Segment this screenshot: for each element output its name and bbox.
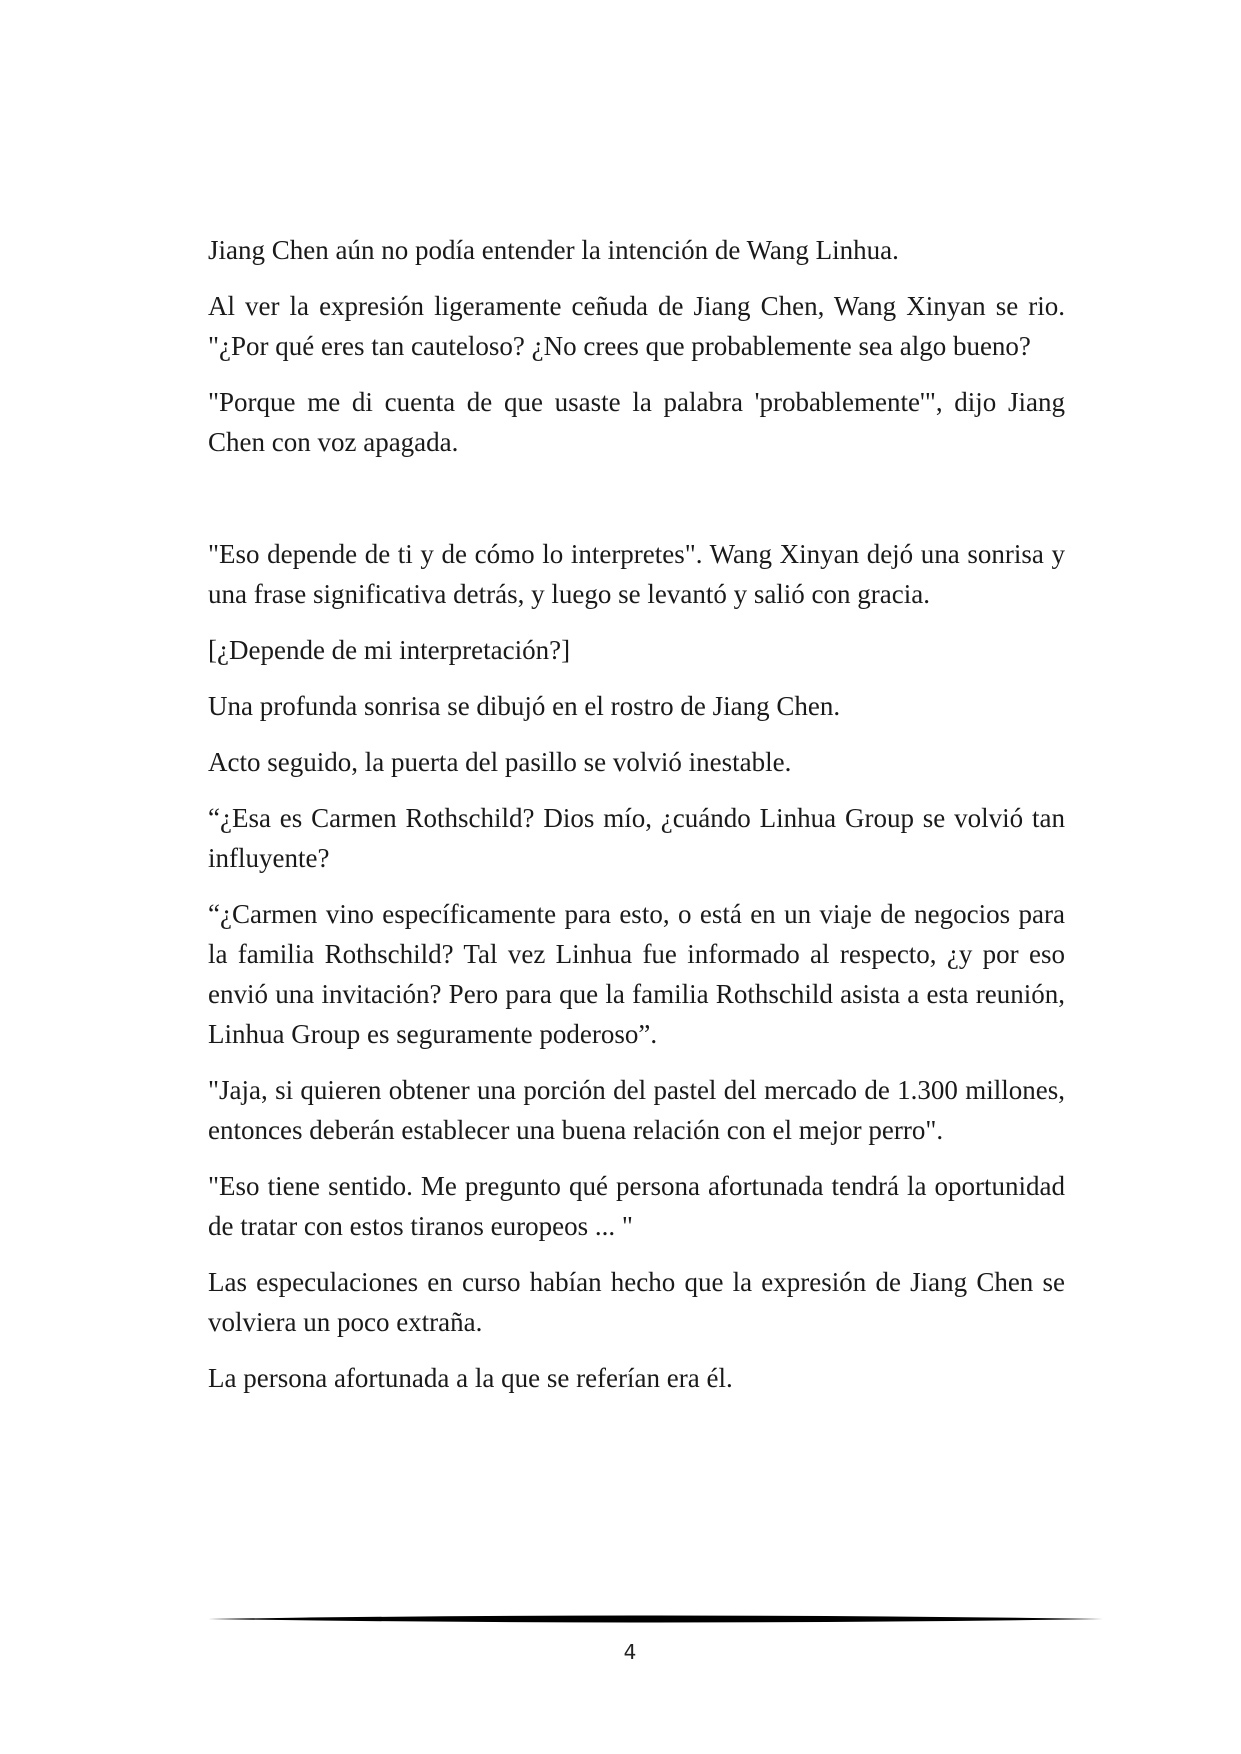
paragraph: "Eso tiene sentido. Me pregunto qué persona afortunada tendrá la oportunidad de tratar con estos tiranos europeos ... " — [208, 1171, 1065, 1241]
paragraph: La persona afortunada a la que se referían era él. — [208, 1363, 733, 1393]
footer-divider-swash — [208, 1616, 1103, 1623]
paragraph: Las especulaciones en curso habían hecho que la expresión de Jiang Chen se volviera un poco extraña. — [208, 1267, 1065, 1337]
paragraph: [¿Depende de mi interpretación?] — [208, 635, 571, 665]
paragraph: Una profunda sonrisa se dibujó en el rostro de Jiang Chen. — [208, 691, 841, 721]
paragraph: Jiang Chen aún no podía entender la intención de Wang Linhua. — [208, 235, 899, 265]
page-number: 4 — [623, 1640, 637, 1664]
paragraph: Acto seguido, la puerta del pasillo se volvió inestable. — [208, 747, 792, 777]
paragraph: Al ver la expresión ligeramente ceñuda de Jiang Chen, Wang Xinyan se rio. "¿Por qué eres tan cauteloso? ¿No crees que probablemente sea algo bueno? — [208, 291, 1065, 361]
section-gap — [208, 478, 1065, 534]
paragraph: "Jaja, si quieren obtener una porción del pastel del mercado de 1.300 millones, entonces deberán establecer una buena relación con el mejor perro". — [208, 1075, 1065, 1145]
paragraph: “¿Esa es Carmen Rothschild? Dios mío, ¿cuándo Linhua Group se volvió tan influyente? — [208, 803, 1065, 873]
paragraph: "Eso depende de ti y de cómo lo interpretes". Wang Xinyan dejó una sonrisa y una frase significativa detrás, y luego se levantó y salió con gracia. — [208, 539, 1065, 609]
footer-divider — [208, 1612, 1103, 1626]
paragraph: "Porque me di cuenta de que usaste la palabra 'probablemente'", dijo Jiang Chen con voz apagada. — [208, 387, 1065, 457]
paragraph: “¿Carmen vino específicamente para esto, o está en un viaje de negocios para la familia Rothschild? Tal vez Linhua fue informado al respecto, ¿y por eso envió una invitación? Pero para que la familia Rothschild asista a esta reunión, Linhua Group es seguramente poderoso”. — [208, 899, 1065, 1049]
body-text — [208, 230, 1065, 1414]
